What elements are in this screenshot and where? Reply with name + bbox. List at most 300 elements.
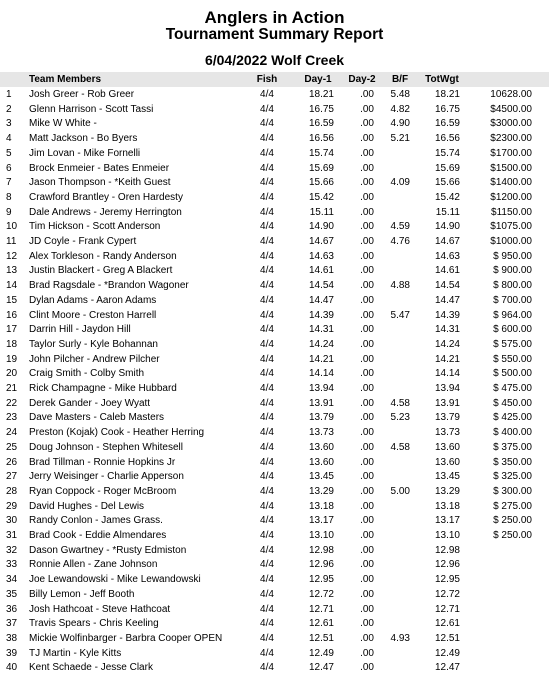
total-weight-cell: 14.47 xyxy=(434,294,460,306)
table-row xyxy=(0,514,549,529)
payout-cell: $ 550.00 xyxy=(493,353,532,365)
day2-weight-cell: .00 xyxy=(360,441,374,453)
total-weight-cell: 13.91 xyxy=(434,397,460,409)
total-weight-cell: 13.60 xyxy=(434,441,460,453)
fish-cell: 4/4 xyxy=(260,485,274,497)
day2-weight-cell: .00 xyxy=(360,427,374,439)
table-row xyxy=(0,588,549,603)
table-row xyxy=(0,206,549,221)
day1-weight-cell: 15.66 xyxy=(308,177,334,189)
team-members-cell: Travis Spears - Chris Keeling xyxy=(29,618,159,630)
table-row xyxy=(0,573,549,588)
table-row xyxy=(0,617,549,632)
team-members-cell: Crawford Brantley - Oren Hardesty xyxy=(29,191,183,203)
table-row xyxy=(0,191,549,206)
team-members-cell: Tim Hickson - Scott Anderson xyxy=(29,221,161,233)
day2-weight-cell: .00 xyxy=(360,662,374,674)
payout-cell: $ 475.00 xyxy=(493,383,532,394)
team-members-cell: Jason Thompson - *Keith Guest xyxy=(29,177,171,189)
payout-cell: $ 250.00 xyxy=(493,530,532,541)
total-weight-cell: 15.11 xyxy=(435,206,460,218)
rank-cell: 8 xyxy=(6,191,12,203)
fish-cell: 4/4 xyxy=(260,89,274,100)
table-row xyxy=(0,661,549,676)
day1-weight-cell: 12.98 xyxy=(308,544,334,556)
payout-cell: $1000.00 xyxy=(490,236,532,247)
rank-cell: 9 xyxy=(6,206,12,218)
rank-cell: 25 xyxy=(6,441,18,453)
day2-weight-cell: .00 xyxy=(360,206,374,218)
day2-weight-cell: .00 xyxy=(360,118,374,130)
fish-cell: 4/4 xyxy=(260,500,274,512)
table-row xyxy=(0,353,549,368)
rank-cell: 3 xyxy=(6,118,12,130)
rank-cell: 7 xyxy=(6,177,12,189)
day2-weight-cell: .00 xyxy=(360,236,374,247)
day2-weight-cell: .00 xyxy=(360,397,374,409)
day2-weight-cell: .00 xyxy=(360,368,374,380)
payout-cell: $ 450.00 xyxy=(493,397,532,409)
team-members-cell: Dave Masters - Caleb Masters xyxy=(29,412,165,424)
rank-cell: 26 xyxy=(6,456,18,468)
big-fish-cell: 4.82 xyxy=(390,103,410,115)
table-row xyxy=(0,529,549,544)
payout-cell: $2300.00 xyxy=(490,133,532,145)
total-weight-cell: 14.63 xyxy=(434,250,460,262)
table-row xyxy=(0,456,549,471)
day2-weight-cell: .00 xyxy=(360,309,374,321)
total-weight-cell: 14.39 xyxy=(434,309,460,321)
day2-weight-cell: .00 xyxy=(360,530,374,541)
day2-weight-cell: .00 xyxy=(360,647,374,659)
day1-weight-cell: 15.42 xyxy=(308,191,334,203)
team-members-cell: Matt Jackson - Bo Byers xyxy=(29,133,138,145)
rank-cell: 15 xyxy=(6,294,18,306)
day1-weight-cell: 12.47 xyxy=(308,662,334,674)
day2-weight-cell: .00 xyxy=(360,383,374,394)
fish-cell: 4/4 xyxy=(260,603,274,615)
rank-cell: 20 xyxy=(6,368,18,380)
table-row xyxy=(0,88,549,103)
fish-cell: 4/4 xyxy=(260,397,274,409)
team-members-cell: Ronnie Allen - Zane Johnson xyxy=(29,559,158,571)
rank-cell: 16 xyxy=(6,309,18,321)
rank-cell: 6 xyxy=(6,162,12,174)
table-row xyxy=(0,382,549,397)
payout-cell: $ 275.00 xyxy=(493,500,532,512)
day2-weight-cell: .00 xyxy=(360,485,374,497)
table-row xyxy=(0,323,549,338)
table-row xyxy=(0,220,549,235)
rank-cell: 5 xyxy=(6,147,12,159)
team-members-cell: Josh Hathcoat - Steve Hathcoat xyxy=(29,603,171,615)
table-row xyxy=(0,294,549,309)
payout-cell: $ 375.00 xyxy=(493,441,532,453)
rank-cell: 19 xyxy=(6,353,18,365)
total-weight-cell: 12.72 xyxy=(434,588,460,600)
team-members-cell: Justin Blackert - Greg A Blackert xyxy=(29,265,173,277)
rank-cell: 31 xyxy=(6,530,18,541)
team-members-cell: David Hughes - Del Lewis xyxy=(29,500,145,512)
fish-cell: 4/4 xyxy=(260,191,274,203)
day1-weight-cell: 16.59 xyxy=(308,118,334,130)
day2-weight-cell: .00 xyxy=(360,353,374,365)
fish-cell: 4/4 xyxy=(260,515,274,527)
rank-cell: 28 xyxy=(6,485,18,497)
table-row xyxy=(0,279,549,294)
team-members-cell: Alex Torkleson - Randy Anderson xyxy=(29,250,177,262)
table-row xyxy=(0,485,549,500)
day1-weight-cell: 14.63 xyxy=(308,250,334,262)
payout-cell: $ 900.00 xyxy=(493,265,532,277)
team-members-cell: Mickie Wolfinbarger - Barbra Cooper OPEN xyxy=(29,632,223,644)
total-weight-cell: 14.67 xyxy=(434,236,460,247)
table-row xyxy=(0,426,549,441)
table-row xyxy=(0,338,549,353)
day2-weight-cell: .00 xyxy=(360,574,374,586)
rank-cell: 1 xyxy=(6,89,12,100)
team-members-cell: Clint Moore - Creston Harrell xyxy=(29,309,157,321)
day1-weight-cell: 15.69 xyxy=(308,162,334,174)
rank-cell: 21 xyxy=(6,383,18,394)
fish-cell: 4/4 xyxy=(260,383,274,394)
rank-cell: 40 xyxy=(6,662,18,674)
fish-cell: 4/4 xyxy=(260,118,274,130)
total-weight-cell: 13.10 xyxy=(434,530,460,541)
header-big-fish: B/F xyxy=(391,74,409,85)
total-weight-cell: 16.75 xyxy=(434,103,460,115)
day1-weight-cell: 13.17 xyxy=(308,515,334,527)
table-row xyxy=(0,117,549,132)
total-weight-cell: 13.79 xyxy=(434,412,460,424)
team-members-cell: Rick Champagne - Mike Hubbard xyxy=(29,383,177,394)
big-fish-cell: 4.76 xyxy=(390,236,410,247)
big-fish-cell: 4.59 xyxy=(390,221,410,233)
payout-cell: $ 800.00 xyxy=(493,280,532,292)
fish-cell: 4/4 xyxy=(260,456,274,468)
table-row xyxy=(0,603,549,618)
payout-cell: $ 250.00 xyxy=(493,515,532,527)
day1-weight-cell: 13.60 xyxy=(308,441,334,453)
day2-weight-cell: .00 xyxy=(360,500,374,512)
day1-weight-cell: 15.11 xyxy=(309,206,334,218)
total-weight-cell: 12.61 xyxy=(434,618,460,630)
fish-cell: 4/4 xyxy=(260,250,274,262)
day2-weight-cell: .00 xyxy=(360,515,374,527)
day2-weight-cell: .00 xyxy=(360,618,374,630)
table-row xyxy=(0,470,549,485)
fish-cell: 4/4 xyxy=(260,588,274,600)
total-weight-cell: 13.73 xyxy=(434,427,460,439)
fish-cell: 4/4 xyxy=(260,427,274,439)
day1-weight-cell: 13.73 xyxy=(308,427,334,439)
table-row xyxy=(0,132,549,147)
header-team-members: Team Members xyxy=(29,74,102,85)
table-row xyxy=(0,162,549,177)
big-fish-cell: 5.00 xyxy=(390,485,410,497)
fish-cell: 4/4 xyxy=(260,206,274,218)
team-members-cell: Billy Lemon - Jeff Booth xyxy=(29,588,135,600)
rank-cell: 14 xyxy=(6,280,18,292)
rank-cell: 13 xyxy=(6,265,18,277)
total-weight-cell: 14.61 xyxy=(434,265,460,277)
payout-cell: $ 425.00 xyxy=(493,412,532,424)
day1-weight-cell: 14.14 xyxy=(308,368,334,380)
day2-weight-cell: .00 xyxy=(360,632,374,644)
team-members-cell: Derek Gander - Joey Wyatt xyxy=(29,397,151,409)
day2-weight-cell: .00 xyxy=(360,191,374,203)
team-members-cell: Joe Lewandowski - Mike Lewandowski xyxy=(29,574,201,586)
header-day2: Day-2 xyxy=(348,74,376,85)
report-title: Anglers in Action xyxy=(204,8,345,27)
fish-cell: 4/4 xyxy=(260,133,274,145)
day1-weight-cell: 13.18 xyxy=(308,500,334,512)
total-weight-cell: 12.47 xyxy=(434,662,460,674)
team-members-cell: Dale Andrews - Jeremy Herrington xyxy=(29,206,182,218)
fish-cell: 4/4 xyxy=(260,530,274,541)
big-fish-cell: 4.58 xyxy=(390,441,410,453)
header-fish: Fish xyxy=(256,74,278,85)
payout-cell: $ 300.00 xyxy=(493,485,532,497)
day1-weight-cell: 12.96 xyxy=(308,559,334,571)
total-weight-cell: 12.98 xyxy=(434,544,460,556)
fish-cell: 4/4 xyxy=(260,294,274,306)
rank-cell: 24 xyxy=(6,427,18,439)
team-members-cell: John Pilcher - Andrew Pilcher xyxy=(29,353,160,365)
payout-cell: $3000.00 xyxy=(490,118,532,130)
rank-cell: 29 xyxy=(6,500,18,512)
table-row xyxy=(0,176,549,191)
total-weight-cell: 12.96 xyxy=(434,559,460,571)
total-weight-cell: 13.18 xyxy=(434,500,460,512)
payout-cell: 10628.00 xyxy=(490,89,532,100)
payout-cell: $ 575.00 xyxy=(493,338,532,350)
rank-cell: 23 xyxy=(6,412,18,424)
day1-weight-cell: 14.21 xyxy=(308,353,334,365)
fish-cell: 4/4 xyxy=(260,309,274,321)
total-weight-cell: 15.66 xyxy=(434,177,460,189)
team-members-cell: Brad Ragsdale - *Brandon Wagoner xyxy=(29,280,189,292)
payout-cell: $ 325.00 xyxy=(493,471,532,483)
fish-cell: 4/4 xyxy=(260,221,274,233)
fish-cell: 4/4 xyxy=(260,338,274,350)
total-weight-cell: 15.69 xyxy=(434,162,460,174)
table-row xyxy=(0,103,549,118)
total-weight-cell: 13.94 xyxy=(434,383,460,394)
rank-cell: 4 xyxy=(6,133,12,145)
total-weight-cell: 16.59 xyxy=(434,118,460,130)
big-fish-cell: 4.93 xyxy=(390,632,410,644)
team-members-cell: Jerry Weisinger - Charlie Apperson xyxy=(29,471,184,483)
day1-weight-cell: 12.71 xyxy=(308,603,334,615)
total-weight-cell: 14.14 xyxy=(434,368,460,380)
team-members-cell: Dason Gwartney - *Rusty Edmiston xyxy=(29,544,187,556)
day2-weight-cell: .00 xyxy=(360,162,374,174)
day2-weight-cell: .00 xyxy=(360,456,374,468)
day2-weight-cell: .00 xyxy=(360,544,374,556)
day1-weight-cell: 14.31 xyxy=(308,324,334,336)
fish-cell: 4/4 xyxy=(260,162,274,174)
rank-cell: 17 xyxy=(6,324,18,336)
day2-weight-cell: .00 xyxy=(360,471,374,483)
team-members-cell: Randy Conlon - James Grass. xyxy=(29,515,163,527)
rank-cell: 33 xyxy=(6,559,18,571)
table-header xyxy=(0,72,549,87)
header-day1: Day-1 xyxy=(304,74,332,85)
rank-cell: 32 xyxy=(6,544,18,556)
header-total-weight: TotWgt xyxy=(425,74,459,85)
day2-weight-cell: .00 xyxy=(360,588,374,600)
payout-cell: $1400.00 xyxy=(490,177,532,189)
rank-cell: 12 xyxy=(6,250,18,262)
big-fish-cell: 4.58 xyxy=(390,397,410,409)
day2-weight-cell: .00 xyxy=(360,265,374,277)
table-row xyxy=(0,147,549,162)
rank-cell: 39 xyxy=(6,647,18,659)
day1-weight-cell: 13.45 xyxy=(308,471,334,483)
fish-cell: 4/4 xyxy=(260,471,274,483)
fish-cell: 4/4 xyxy=(260,265,274,277)
day1-weight-cell: 14.24 xyxy=(308,338,334,350)
day1-weight-cell: 14.67 xyxy=(308,236,334,247)
fish-cell: 4/4 xyxy=(260,662,274,674)
big-fish-cell: 4.90 xyxy=(390,118,410,130)
day1-weight-cell: 14.47 xyxy=(308,294,334,306)
team-members-cell: Brock Enmeier - Bates Enmeier xyxy=(29,162,170,174)
table-row xyxy=(0,441,549,456)
fish-cell: 4/4 xyxy=(260,544,274,556)
team-members-cell: Mike W White - xyxy=(29,118,97,130)
total-weight-cell: 14.21 xyxy=(434,353,460,365)
day1-weight-cell: 18.21 xyxy=(308,89,334,100)
fish-cell: 4/4 xyxy=(260,280,274,292)
fish-cell: 4/4 xyxy=(260,618,274,630)
team-members-cell: Ryan Coppock - Roger McBroom xyxy=(29,485,177,497)
total-weight-cell: 12.49 xyxy=(434,647,460,659)
payout-cell: $1500.00 xyxy=(490,162,532,174)
fish-cell: 4/4 xyxy=(260,353,274,365)
total-weight-cell: 13.29 xyxy=(434,485,460,497)
team-members-cell: Craig Smith - Colby Smith xyxy=(29,368,145,380)
day1-weight-cell: 13.60 xyxy=(308,456,334,468)
team-members-cell: Glenn Harrison - Scott Tassi xyxy=(29,103,154,115)
team-members-cell: JD Coyle - Frank Cypert xyxy=(29,236,137,247)
team-members-cell: Taylor Surly - Kyle Bohannan xyxy=(29,338,158,350)
payout-cell: $1700.00 xyxy=(490,147,532,159)
rank-cell: 34 xyxy=(6,574,18,586)
day1-weight-cell: 14.61 xyxy=(308,265,334,277)
day1-weight-cell: 14.39 xyxy=(308,309,334,321)
day2-weight-cell: .00 xyxy=(360,177,374,189)
event-heading: 6/04/2022 Wolf Creek xyxy=(204,52,345,68)
table-row xyxy=(0,558,549,573)
fish-cell: 4/4 xyxy=(260,632,274,644)
table-row xyxy=(0,632,549,647)
rank-cell: 35 xyxy=(6,588,18,600)
day2-weight-cell: .00 xyxy=(360,324,374,336)
fish-cell: 4/4 xyxy=(260,574,274,586)
big-fish-cell: 5.47 xyxy=(390,309,410,321)
table-row xyxy=(0,647,549,662)
rank-cell: 30 xyxy=(6,515,18,527)
total-weight-cell: 12.51 xyxy=(434,632,460,644)
team-members-cell: Doug Johnson - Stephen Whitesell xyxy=(29,441,183,453)
team-members-cell: Jim Lovan - Mike Fornelli xyxy=(29,147,141,159)
day1-weight-cell: 14.90 xyxy=(308,221,334,233)
day2-weight-cell: .00 xyxy=(360,103,374,115)
day1-weight-cell: 15.74 xyxy=(308,147,334,159)
payout-cell: $ 500.00 xyxy=(493,368,532,380)
total-weight-cell: 16.56 xyxy=(434,133,460,145)
rank-cell: 22 xyxy=(6,397,18,409)
day1-weight-cell: 13.29 xyxy=(308,485,334,497)
table-row xyxy=(0,500,549,515)
day1-weight-cell: 16.75 xyxy=(308,103,334,115)
day1-weight-cell: 12.51 xyxy=(308,632,334,644)
day2-weight-cell: .00 xyxy=(360,133,374,145)
total-weight-cell: 18.21 xyxy=(434,89,460,100)
total-weight-cell: 13.60 xyxy=(434,456,460,468)
table-row xyxy=(0,397,549,412)
team-members-cell: Preston (Kojak) Cook - Heather Herring xyxy=(29,427,205,439)
total-weight-cell: 15.42 xyxy=(434,191,460,203)
report-subtitle: Tournament Summary Report xyxy=(165,26,384,43)
team-members-cell: Darrin Hill - Jaydon Hill xyxy=(29,324,131,336)
rank-cell: 11 xyxy=(6,236,17,247)
fish-cell: 4/4 xyxy=(260,647,274,659)
day2-weight-cell: .00 xyxy=(360,147,374,159)
fish-cell: 4/4 xyxy=(260,147,274,159)
day2-weight-cell: .00 xyxy=(360,338,374,350)
day1-weight-cell: 13.91 xyxy=(308,397,334,409)
payout-cell: $ 950.00 xyxy=(493,250,532,262)
payout-cell: $1200.00 xyxy=(490,191,532,203)
big-fish-cell: 4.88 xyxy=(390,280,410,292)
payout-cell: $ 700.00 xyxy=(493,294,532,306)
fish-cell: 4/4 xyxy=(260,559,274,571)
payout-cell: $ 350.00 xyxy=(493,456,532,468)
payout-cell: $ 964.00 xyxy=(493,309,532,321)
day1-weight-cell: 12.61 xyxy=(308,618,334,630)
day2-weight-cell: .00 xyxy=(360,250,374,262)
team-members-cell: Dylan Adams - Aaron Adams xyxy=(29,294,157,306)
rank-cell: 2 xyxy=(6,103,12,115)
day1-weight-cell: 12.95 xyxy=(308,574,334,586)
payout-cell: $1150.00 xyxy=(491,206,532,218)
day1-weight-cell: 16.56 xyxy=(308,133,334,145)
table-row xyxy=(0,411,549,426)
rank-cell: 38 xyxy=(6,632,18,644)
day2-weight-cell: .00 xyxy=(360,412,374,424)
rank-cell: 10 xyxy=(6,221,18,233)
fish-cell: 4/4 xyxy=(260,103,274,115)
day2-weight-cell: .00 xyxy=(360,603,374,615)
fish-cell: 4/4 xyxy=(260,368,274,380)
team-members-cell: Brad Cook - Eddie Almendares xyxy=(29,530,167,541)
day2-weight-cell: .00 xyxy=(360,294,374,306)
big-fish-cell: 5.48 xyxy=(390,89,410,100)
day2-weight-cell: .00 xyxy=(360,280,374,292)
total-weight-cell: 12.95 xyxy=(434,574,460,586)
rank-cell: 18 xyxy=(6,338,18,350)
total-weight-cell: 14.31 xyxy=(434,324,460,336)
team-members-cell: TJ Martin - Kyle Kitts xyxy=(29,647,122,659)
table-row xyxy=(0,367,549,382)
total-weight-cell: 15.74 xyxy=(434,147,460,159)
day1-weight-cell: 13.79 xyxy=(308,412,334,424)
fish-cell: 4/4 xyxy=(260,324,274,336)
day2-weight-cell: .00 xyxy=(360,559,374,571)
